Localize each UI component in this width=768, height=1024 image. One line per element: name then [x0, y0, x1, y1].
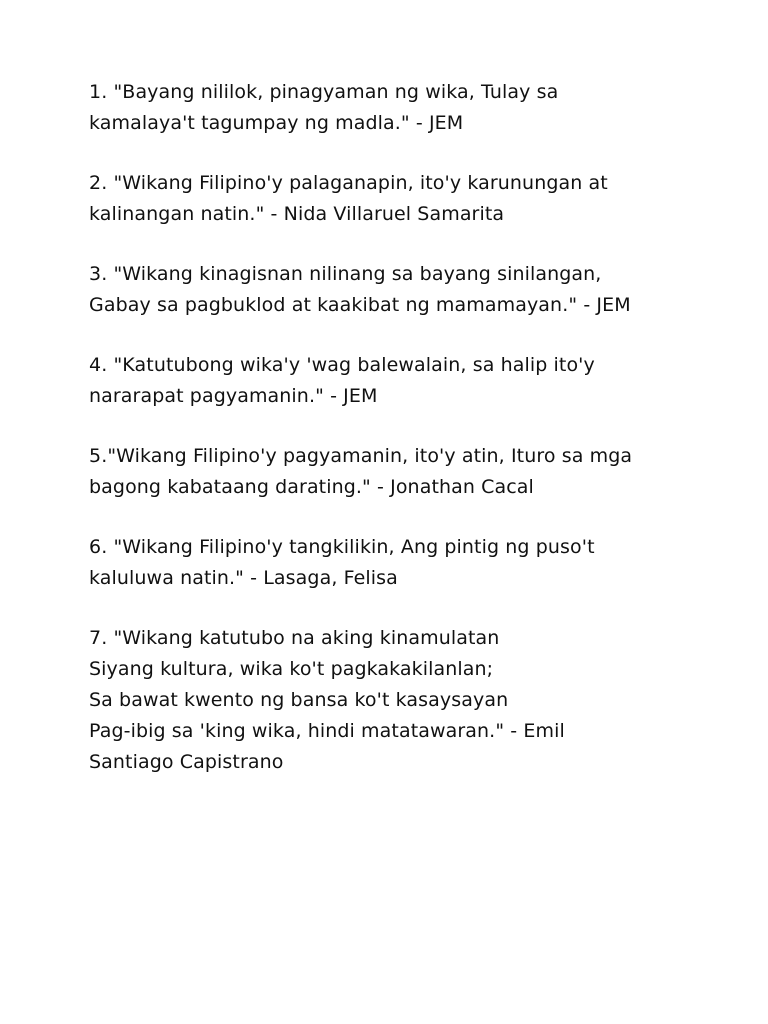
quote-4 [89, 350, 729, 412]
quote-1 [89, 77, 729, 139]
quote-line: 4. "Katutubong wika'y 'wag balewalain, sa halip ito'y [89, 354, 595, 376]
quote-line: kaluluwa natin." - Lasaga, Felisa [89, 567, 398, 589]
quote-line: 3. "Wikang kinagisnan nilinang sa bayang sinilangan, [89, 263, 602, 285]
quote-list [89, 77, 729, 807]
quote-line: kamalaya't tagumpay ng madla." - JEM [89, 112, 464, 134]
quote-2 [89, 168, 729, 230]
quote-line: 5."Wikang Filipino'y pagyamanin, ito'y atin, Ituro sa mga [89, 445, 633, 467]
quote-line: Pag-ibig sa 'king wika, hindi matatawaran." - Emil [89, 720, 565, 742]
quote-line: nararapat pagyamanin." - JEM [89, 385, 378, 407]
quote-5 [89, 441, 729, 503]
quote-line: 2. "Wikang Filipino'y palaganapin, ito'y karunungan at [89, 172, 608, 194]
quote-line: 6. "Wikang Filipino'y tangkilikin, Ang pintig ng puso't [89, 536, 595, 558]
quote-line: bagong kabataang darating." - Jonathan Cacal [89, 476, 534, 498]
quote-line: 1. "Bayang nililok, pinagyaman ng wika, Tulay sa [89, 81, 559, 103]
quote-line: kalinangan natin." - Nida Villaruel Samarita [89, 203, 505, 225]
quote-6 [89, 532, 729, 594]
quote-line: Santiago Capistrano [89, 751, 284, 773]
quote-line: 7. "Wikang katutubo na aking kinamulatan [89, 627, 500, 649]
quote-line: Sa bawat kwento ng bansa ko't kasaysayan [89, 689, 509, 711]
quote-line: Siyang kultura, wika ko't pagkakakilanlan; [89, 658, 494, 680]
quote-line: Gabay sa pagbuklod at kaakibat ng mamamayan." - JEM [89, 294, 631, 316]
quote-7 [89, 623, 729, 778]
quote-3 [89, 259, 729, 321]
